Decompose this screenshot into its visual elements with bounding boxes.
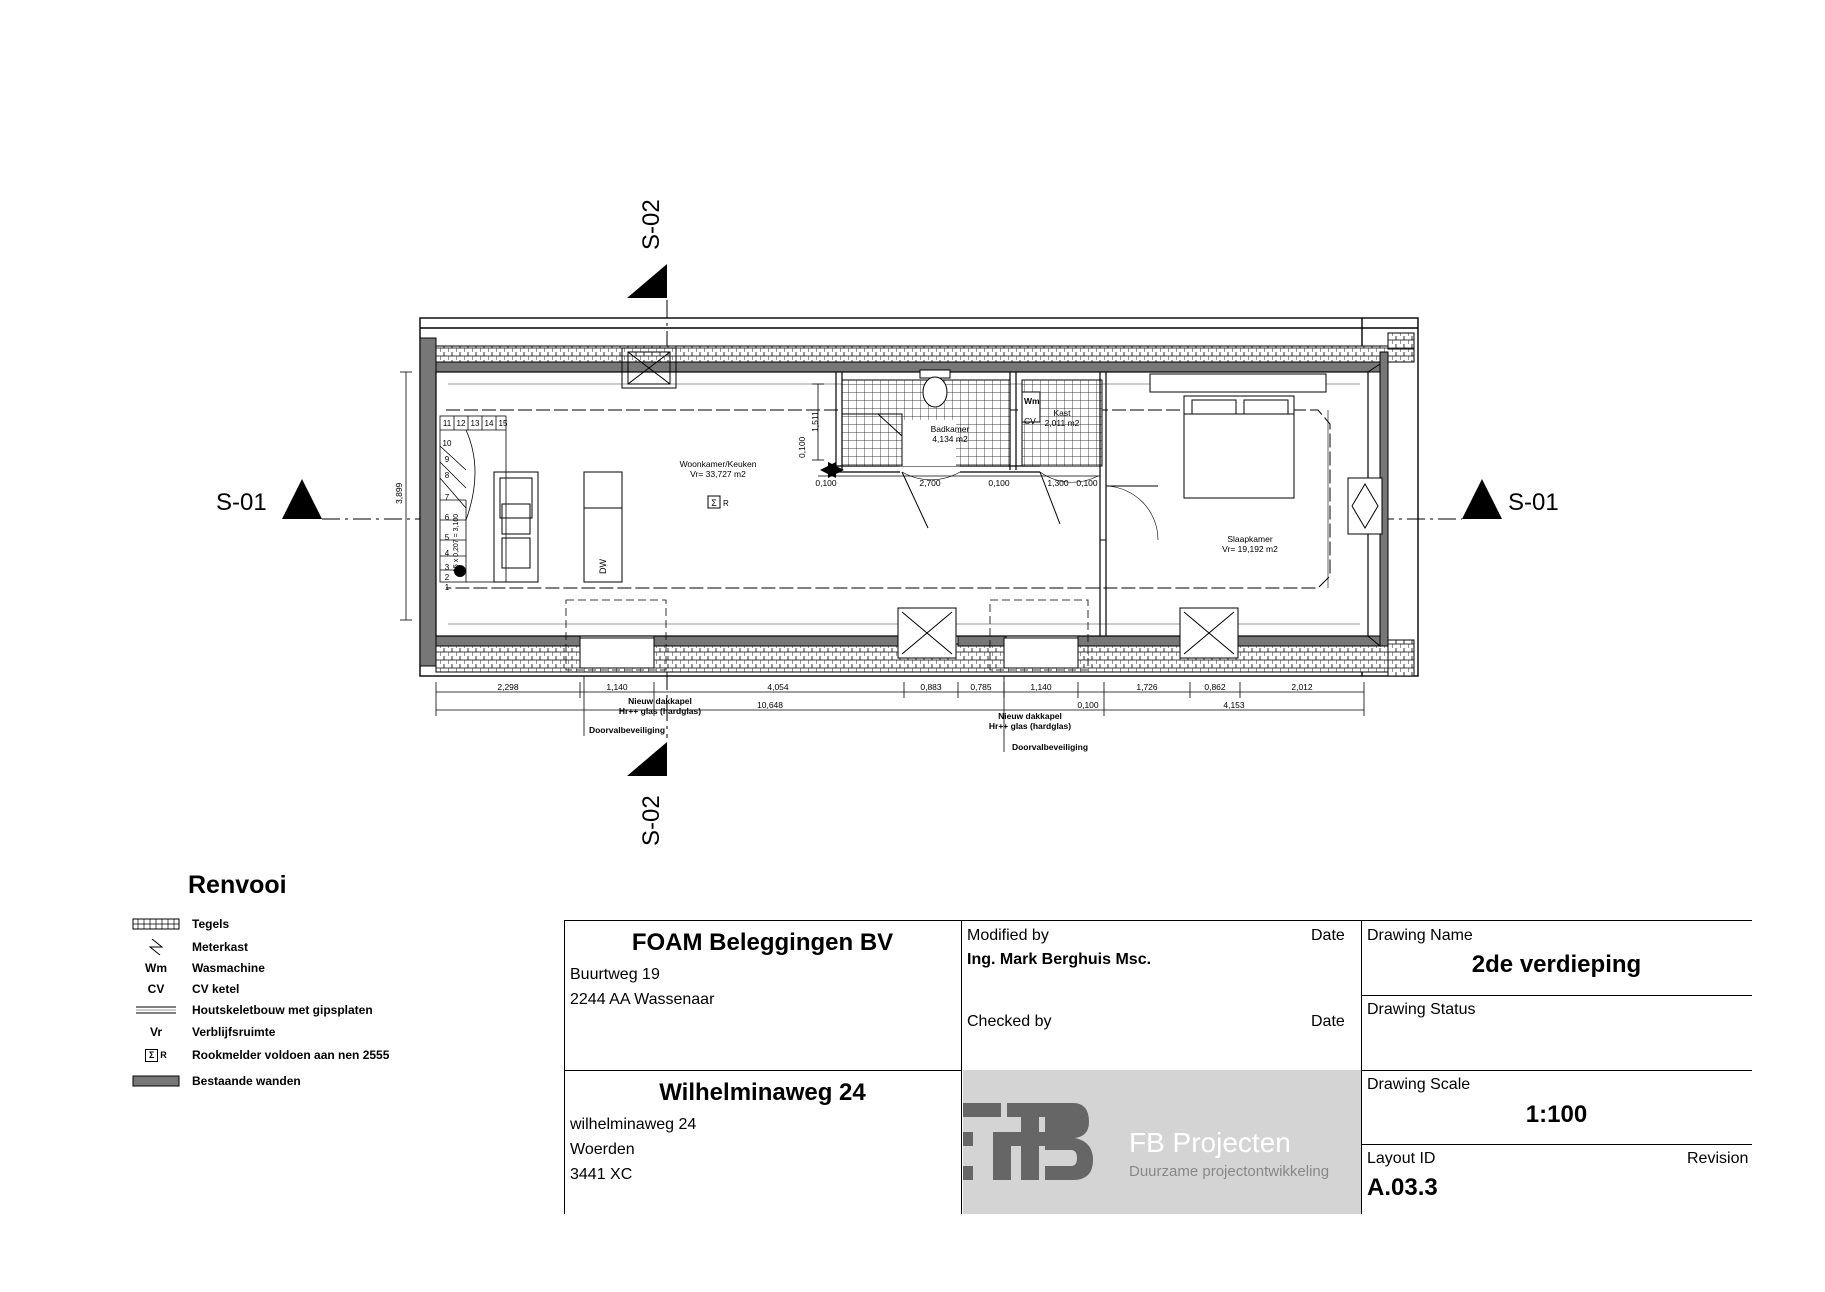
dim-inner-3: 0,100 <box>988 478 1010 488</box>
stair-step-number: 5 <box>444 533 450 542</box>
dim-bottom-7: 1,726 <box>1136 682 1158 692</box>
revision-label: Revision <box>1687 1150 1749 1167</box>
dim-inner-5: 0,100 <box>1076 478 1098 488</box>
cv-label: CV <box>1024 416 1036 426</box>
project-street: wilhelminaweg 24 <box>570 1116 697 1133</box>
side-window <box>1348 478 1382 534</box>
toilet-icon <box>923 377 947 407</box>
section-label-bottom: S-02 <box>638 795 665 846</box>
project-postcode: 3441 XC <box>570 1166 633 1183</box>
room-living-label: Woonkamer/Keuken <box>679 459 757 469</box>
section-marker-right <box>1462 479 1502 519</box>
dim-bottom-6: 1,140 <box>1030 682 1052 692</box>
stair-step-number: 9 <box>444 455 450 464</box>
layout-id-label: Layout ID <box>1367 1150 1436 1167</box>
section-label-top: S-02 <box>638 199 665 250</box>
legend-item-tiles: Tegels <box>120 914 229 934</box>
stair-step-number: 4 <box>444 549 450 558</box>
drawing-scale-label: Drawing Scale <box>1367 1076 1471 1093</box>
dim-bottom-4: 0,883 <box>920 682 942 692</box>
stair-step-number: 7 <box>444 493 450 502</box>
room-bedroom-area: Vr= 19,192 m2 <box>1222 544 1278 554</box>
fall-protection-2: Doorvalbeveiliging <box>1011 742 1089 752</box>
dim-bottom-9: 2,012 <box>1291 682 1313 692</box>
dormer-note-1: Nieuw dakkapel <box>628 696 692 706</box>
dim-total-2: 4,153 <box>1223 700 1245 710</box>
timber-wall-icon <box>120 1004 192 1016</box>
legend-item-meter: Meterkast <box>120 937 248 957</box>
dim-bottom-1: 2,298 <box>497 682 519 692</box>
dim-inner-4: 1,300 <box>1047 478 1069 488</box>
drawing-name: 2de verdieping <box>1471 951 1642 978</box>
dormer-note-2: Nieuw dakkapel <box>998 711 1062 721</box>
section-label-left: S-01 <box>216 489 267 516</box>
project-name: Wilhelminaweg 24 <box>659 1079 866 1106</box>
room-bath-label: Badkamer <box>930 424 970 434</box>
wm-label: Wm <box>1024 396 1040 406</box>
shower-area <box>842 414 902 466</box>
dishwasher-label: DW <box>598 559 608 574</box>
client-street: Buurtweg 19 <box>570 966 660 983</box>
smoke-detector-label: R <box>723 499 729 508</box>
logo-subtitle: Duurzame projectontwikkeling <box>1129 1163 1330 1180</box>
stair-step-number: 1 <box>444 583 450 592</box>
dim-inner-6: 0,100 <box>1077 700 1099 710</box>
legend-item-vr: Vr Verblijfsruimte <box>149 1025 276 1039</box>
section-label-right: S-01 <box>1508 489 1559 516</box>
room-storage-area: 2,011 m2 <box>1044 418 1080 428</box>
client-name: FOAM Beleggingen BV <box>631 929 894 956</box>
date-label-checked: Date <box>1311 1013 1345 1030</box>
legend-item-timber: Houtskeletbouw met gipsplaten <box>120 1000 373 1020</box>
company-logo <box>963 1070 1361 1214</box>
legend-item-wm: Wm Wasmachine <box>145 961 265 975</box>
drawing-scale: 1:100 <box>1525 1101 1588 1128</box>
stair-step-number: 3 <box>444 563 450 572</box>
room-bedroom-label: Slaapkamer <box>1227 534 1273 544</box>
modified-by-label: Modified by <box>967 927 1049 944</box>
stair-step-number: 10 <box>442 439 452 448</box>
legend-title: Renvooi <box>188 871 287 899</box>
stair-note: 15 x 0,207 = 3,100 <box>453 513 460 572</box>
dim-total-1: 10,648 <box>757 700 783 710</box>
dim-bottom-5: 0,785 <box>970 682 992 692</box>
title-block <box>564 920 1752 1214</box>
stair-step-number: 11 <box>442 419 452 428</box>
stair-step-number: 13 <box>470 419 480 428</box>
legend-item-walls: Bestaande wanden <box>120 1071 301 1091</box>
dormer-glass-1: Hr++ glas (hardglas) <box>618 706 702 716</box>
stair-step-number: 6 <box>444 513 450 522</box>
existing-wall-icon <box>120 1075 192 1087</box>
legend-item-smoke: Σ R Rookmelder voldoen aan nen 2555 <box>120 1045 389 1065</box>
legend-item-cv: CV CV ketel <box>147 982 240 996</box>
checked-by-label: Checked by <box>967 1013 1052 1030</box>
dormer-glass-2: Hr++ glas (hardglas) <box>988 721 1072 731</box>
section-marker-left <box>282 479 322 519</box>
dim-vertical-1: 1,511 <box>810 411 820 432</box>
dim-inner-1: 0,100 <box>815 478 837 488</box>
roof-tiles-top <box>436 346 1414 362</box>
meter-cabinet-icon <box>120 937 192 957</box>
modified-by-name: Ing. Mark Berghuis Msc. <box>967 951 1152 968</box>
section-marker-top <box>627 264 667 298</box>
tiles-icon <box>120 918 192 930</box>
logo-title: FB Projecten <box>1129 1127 1291 1158</box>
project-city: Woerden <box>570 1141 635 1158</box>
drawing-name-label: Drawing Name <box>1367 927 1473 944</box>
room-storage-label: Kast <box>1053 408 1071 418</box>
layout-id: A.03.3 <box>1367 1174 1438 1201</box>
dim-vertical-2: 0,100 <box>797 436 807 458</box>
smoke-detector-icon: Σ <box>145 1049 158 1062</box>
dim-height: 3,899 <box>394 482 404 504</box>
dim-bottom-2: 1,140 <box>606 682 628 692</box>
stair-step-number: 12 <box>456 419 466 428</box>
room-living-area: Vr= 33,727 m2 <box>690 469 746 479</box>
date-label-modified: Date <box>1311 927 1345 944</box>
stair-step-number: 14 <box>484 419 494 428</box>
svg-text:Σ: Σ <box>711 498 717 508</box>
section-marker-bottom <box>627 742 667 776</box>
dim-bottom-3: 4,054 <box>767 682 789 692</box>
dim-inner-2: 2,700 <box>919 478 941 488</box>
fb-logo-icon <box>963 1070 1361 1214</box>
room-bath-area: 4,134 m2 <box>932 434 968 444</box>
stair-step-number: 15 <box>498 419 508 428</box>
stair-step-number: 2 <box>444 573 450 582</box>
drawing-status-label: Drawing Status <box>1367 1001 1476 1018</box>
stair-step-number: 8 <box>444 471 450 480</box>
client-city: 2244 AA Wassenaar <box>570 991 715 1008</box>
fall-protection-1: Doorvalbeveiliging <box>588 725 666 735</box>
dim-bottom-8: 0,862 <box>1204 682 1226 692</box>
